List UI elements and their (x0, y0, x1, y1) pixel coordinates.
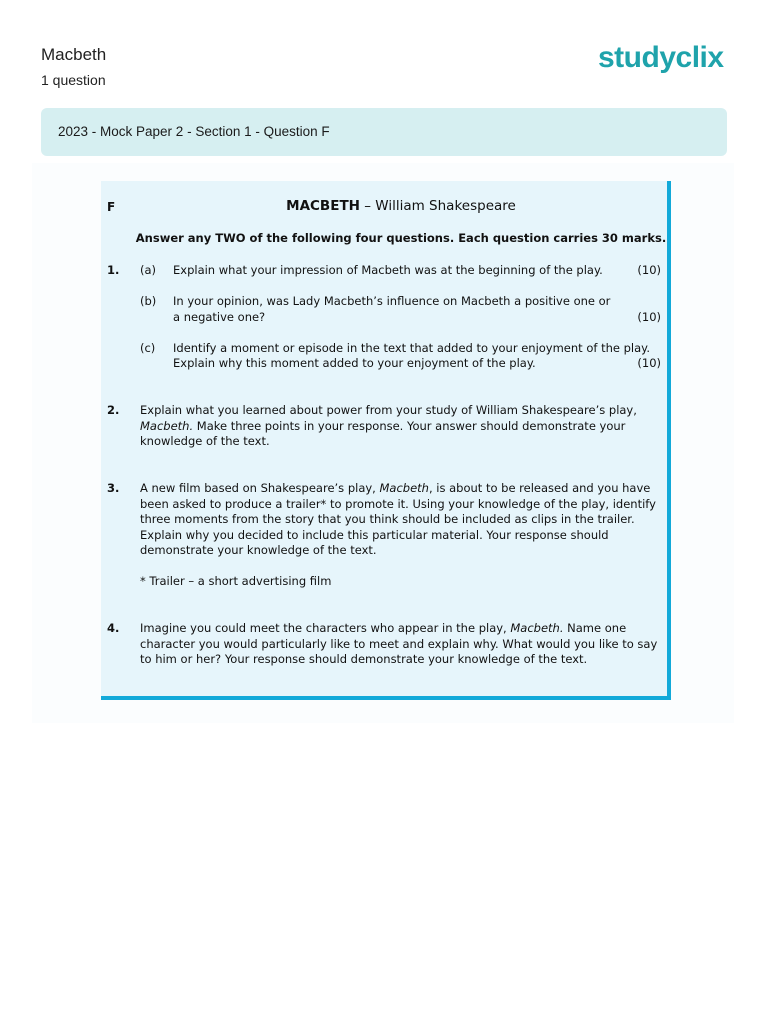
q1b-line2: a negative one? (173, 310, 266, 324)
q3-number: 3. (107, 481, 120, 495)
q2-line3: knowledge of the text. (140, 434, 270, 448)
q1b-marks: (10) (637, 310, 661, 324)
q3-line5: demonstrate your knowledge of the text. (140, 543, 377, 557)
q1c-line1: Identify a moment or episode in the text that added to your enjoyment of the play. (173, 341, 650, 355)
q3-line3: three moments from the story that you think should be included as clips in the trailer. (140, 512, 635, 526)
q3-line1-start: A new film based on Shakespeare’s play, (140, 481, 380, 495)
q2-number: 2. (107, 403, 120, 417)
heading-title: MACBETH (286, 198, 360, 214)
q3-play-title: Macbeth (379, 481, 429, 495)
question-heading (101, 198, 701, 214)
q4-line1-start: Imagine you could meet the characters who appear in the play, (140, 621, 511, 635)
studyclix-logo[interactable]: studyclix (598, 41, 724, 74)
q2-line1: Explain what you learned about power from your study of William Shakespeare’s play, (140, 403, 637, 417)
q1-number: 1. (107, 263, 120, 277)
question-source-text: 2023 - Mock Paper 2 - Section 1 - Question F (58, 124, 330, 139)
page-title: Macbeth (41, 45, 107, 64)
q1b-label: (b) (140, 294, 157, 308)
q3-line4: Explain why you decided to include this particular material. Your response should (140, 528, 609, 542)
q4-number: 4. (107, 621, 120, 635)
q4-play-title: Macbeth. (510, 621, 564, 635)
question-instruction: Answer any TWO of the following four questions. Each question carries 30 marks. (135, 231, 667, 245)
q4-line1 (140, 621, 626, 635)
question-count: 1 question (41, 72, 106, 88)
q4-line2: character you would particularly like to meet and explain why. What would you like to say (140, 637, 658, 651)
q1a-marks: (10) (637, 263, 661, 277)
exam-question-box (101, 181, 671, 700)
q1a-text: Explain what your impression of Macbeth was at the beginning of the play. (173, 263, 603, 277)
q1b-line1: In your opinion, was Lady Macbeth’s influence on Macbeth a positive one or (173, 294, 611, 308)
q2-play-title: Macbeth. (140, 419, 194, 433)
question-letter: F (107, 200, 116, 214)
question-source-banner (41, 108, 727, 156)
q2-line2-rest: Make three points in your response. Your answer should demonstrate your (193, 419, 626, 433)
q4-line1-end: Name one (563, 621, 627, 635)
q3-footnote: * Trailer – a short advertising film (140, 574, 332, 588)
q3-line1 (140, 481, 650, 495)
q1c-line2: Explain why this moment added to your enjoyment of the play. (173, 356, 536, 370)
heading-author: – William Shakespeare (359, 198, 516, 214)
q1c-marks: (10) (637, 356, 661, 370)
q1a-label: (a) (140, 263, 157, 277)
q3-line2: been asked to produce a trailer* to promote it. Using your knowledge of the play, identify (140, 497, 656, 511)
q3-line1-end: , is about to be released and you have (428, 481, 651, 495)
q2-line2 (140, 419, 625, 433)
q1c-label: (c) (140, 341, 156, 355)
q4-line3: to him or her? Your response should demonstrate your knowledge of the text. (140, 652, 588, 666)
